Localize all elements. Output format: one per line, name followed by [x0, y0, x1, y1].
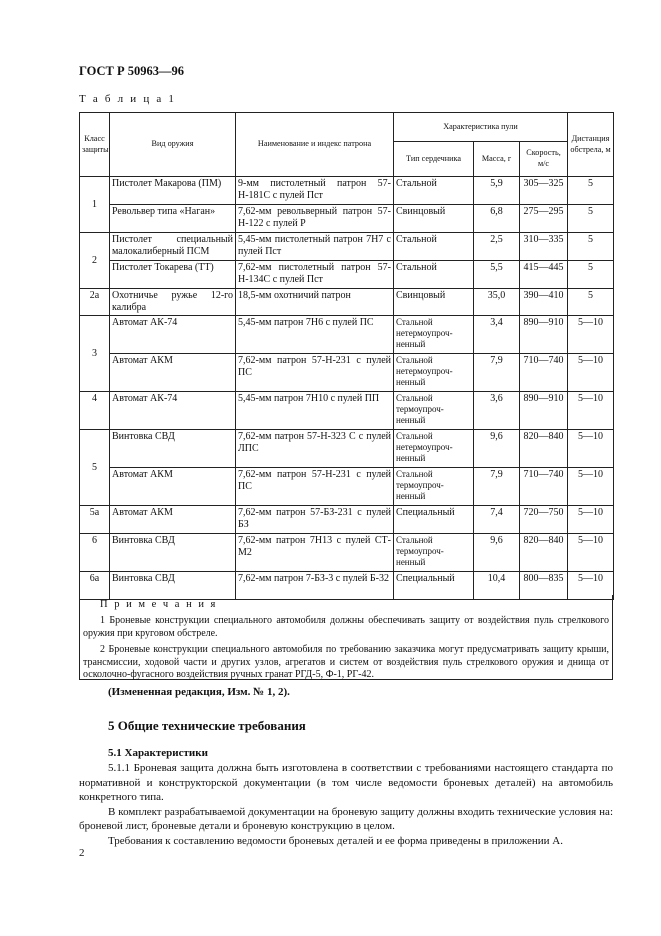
distance-cell: 5	[568, 177, 614, 205]
core-cell: Специальный	[394, 572, 474, 600]
distance-cell: 5—10	[568, 316, 614, 354]
weapon-cell: Автомат АКМ	[110, 468, 236, 506]
speed-cell: 820—840	[520, 430, 568, 468]
cartridge-cell: 7,62-мм револьверный патрон 57-Н-122 с пулей Р	[236, 205, 394, 233]
paragraph: 5.1.1 Броневая защита должна быть изготовлена в соответствии с требованиями настоящего стандарта по нормативной и конструкторской документации (в том числе ведомости броневых деталей) на автомобиль конкретного типа.	[79, 762, 613, 804]
cartridge-cell: 7,62-мм патрон 57-Н-231 с пулей ПС	[236, 354, 394, 392]
mass-cell: 7,9	[474, 354, 520, 392]
distance-cell: 5—10	[568, 534, 614, 572]
weapon-cell: Автомат АКМ	[110, 506, 236, 534]
table-row	[80, 354, 614, 392]
core-cell: Стальной	[394, 177, 474, 205]
core-cell: Специальный	[394, 506, 474, 534]
mass-cell: 6,8	[474, 205, 520, 233]
core-cell: Стальной термоупроч-ненный	[394, 468, 474, 506]
weapon-cell: Револьвер типа «Наган»	[110, 205, 236, 233]
core-cell: Свинцовый	[394, 205, 474, 233]
core-cell: Стальной нетермоупроч-ненный	[394, 430, 474, 468]
weapon-cell: Винтовка СВД	[110, 572, 236, 600]
mass-cell: 7,9	[474, 468, 520, 506]
mass-cell: 7,4	[474, 506, 520, 534]
distance-cell: 5—10	[568, 468, 614, 506]
speed-cell: 710—740	[520, 468, 568, 506]
cartridge-cell: 7,62-мм патрон 57-Н-231 с пулей ПС	[236, 468, 394, 506]
table-row	[80, 430, 614, 468]
table-row	[80, 233, 614, 261]
table-row	[80, 289, 614, 316]
distance-cell: 5—10	[568, 392, 614, 430]
weapon-cell: Охотничье ружье 12-го калибра	[110, 289, 236, 316]
header-bullet-characteristics: Характеристика пули	[394, 113, 568, 142]
paragraph: Требования к составлению ведомости броневых деталей и ее форма приведены в приложении А.	[108, 834, 563, 847]
edition-note: (Измененная редакция, Изм. № 1, 2).	[108, 686, 290, 698]
weapon-cell: Пистолет специальный малокалиберный ПСМ	[110, 233, 236, 261]
class-cell: 5	[80, 430, 110, 506]
cartridge-cell: 5,45-мм патрон 7Н10 с пулей ПП	[236, 392, 394, 430]
table-row	[80, 534, 614, 572]
class-cell: 2а	[80, 289, 110, 316]
note-1: 1 Броневые конструкции специального автомобиля должны обеспечивать защиту от воздействия пуль стрелкового оружия при круговом обстреле.	[83, 615, 609, 639]
core-cell: Стальной нетермоупроч-ненный	[394, 316, 474, 354]
speed-cell: 800—835	[520, 572, 568, 600]
section-title: 5 Общие технические требования	[108, 718, 306, 733]
table-row	[80, 261, 614, 289]
distance-cell: 5	[568, 233, 614, 261]
core-cell: Стальной термоупроч-ненный	[394, 392, 474, 430]
mass-cell: 5,9	[474, 177, 520, 205]
table-row	[80, 506, 614, 534]
core-cell: Стальной нетермоупроч-ненный	[394, 354, 474, 392]
paragraph: В комплект разрабатываемой документации на броневую защиту должны входить технические условия на: броневой лист, броневые детали и броневую конструкцию в целом.	[79, 805, 613, 833]
weapon-cell: Автомат АКМ	[110, 354, 236, 392]
speed-cell: 890—910	[520, 316, 568, 354]
weapon-cell: Пистолет Токарева (ТТ)	[110, 261, 236, 289]
body-text	[79, 761, 613, 848]
cartridge-cell: 7,62-мм пистолетный патрон 57-Н-134С с пулей Пст	[236, 261, 394, 289]
speed-cell: 820—840	[520, 534, 568, 572]
mass-cell: 5,5	[474, 261, 520, 289]
header-core-type: Тип сердечника	[394, 142, 474, 177]
class-cell: 5а	[80, 506, 110, 534]
speed-cell: 415—445	[520, 261, 568, 289]
speed-cell: 710—740	[520, 354, 568, 392]
distance-cell: 5—10	[568, 430, 614, 468]
mass-cell: 2,5	[474, 233, 520, 261]
bulletproof-class-table	[79, 112, 614, 600]
document-header: ГОСТ Р 50963—96	[79, 64, 185, 78]
subsection-title: 5.1 Характеристики	[108, 747, 208, 759]
mass-cell: 9,6	[474, 534, 520, 572]
header-distance: Дистанция обстрела, м	[568, 113, 614, 177]
notes-title: П р и м е ч а н и я	[100, 599, 218, 610]
table-row	[80, 468, 614, 506]
cartridge-cell: 9-мм пистолетный патрон 57-Н-181С с пулей Пст	[236, 177, 394, 205]
mass-cell: 3,4	[474, 316, 520, 354]
cartridge-cell: 7,62-мм патрон 57-Н-323 С с пулей ЛПС	[236, 430, 394, 468]
cartridge-cell: 7,62-мм патрон 57-БЗ-231 с пулей БЗ	[236, 506, 394, 534]
weapon-cell: Автомат АК-74	[110, 316, 236, 354]
mass-cell: 35,0	[474, 289, 520, 316]
distance-cell: 5	[568, 205, 614, 233]
table-row	[80, 392, 614, 430]
note-2: 2 Броневые конструкции специального автомобиля по требованию заказчика могут предусматривать защиту крыши, трансмиссии, ходовой части и других узлов, агрегатов и систем от воздействия пуль стрелкового оружия и днища от осколочно-фугасного воздействия ручных гранат РГД-5, Ф-1, РГ-42.	[83, 644, 609, 681]
page-number: 2	[79, 847, 85, 859]
weapon-cell: Винтовка СВД	[110, 430, 236, 468]
distance-cell: 5—10	[568, 506, 614, 534]
core-cell: Стальной термоупроч-ненный	[394, 534, 474, 572]
header-mass: Масса, г	[474, 142, 520, 177]
core-cell: Стальной	[394, 261, 474, 289]
distance-cell: 5—10	[568, 572, 614, 600]
distance-cell: 5	[568, 261, 614, 289]
mass-cell: 10,4	[474, 572, 520, 600]
cartridge-cell: 5,45-мм пистолетный патрон 7Н7 с пулей Пст	[236, 233, 394, 261]
speed-cell: 305—325	[520, 177, 568, 205]
speed-cell: 390—410	[520, 289, 568, 316]
distance-cell: 5—10	[568, 354, 614, 392]
table-row	[80, 316, 614, 354]
class-cell: 2	[80, 233, 110, 289]
header-class: Класс защиты	[80, 113, 110, 177]
class-cell: 6	[80, 534, 110, 572]
class-cell: 4	[80, 392, 110, 430]
mass-cell: 3,6	[474, 392, 520, 430]
class-cell: 6а	[80, 572, 110, 600]
cartridge-cell: 18,5-мм охотничий патрон	[236, 289, 394, 316]
cartridge-cell: 5,45-мм патрон 7Н6 с пулей ПС	[236, 316, 394, 354]
core-cell: Свинцовый	[394, 289, 474, 316]
speed-cell: 310—335	[520, 233, 568, 261]
cartridge-cell: 7,62-мм патрон 7-БЗ-3 с пулей Б-32	[236, 572, 394, 600]
distance-cell: 5	[568, 289, 614, 316]
speed-cell: 720—750	[520, 506, 568, 534]
header-cartridge: Наименование и индекс патрона	[236, 113, 394, 177]
header-weapon: Вид оружия	[110, 113, 236, 177]
class-cell: 3	[80, 316, 110, 392]
weapon-cell: Автомат АК-74	[110, 392, 236, 430]
mass-cell: 9,6	[474, 430, 520, 468]
table-notes	[79, 595, 613, 680]
table-row	[80, 177, 614, 205]
speed-cell: 275—295	[520, 205, 568, 233]
table-row	[80, 205, 614, 233]
table-label: Т а б л и ц а 1	[79, 93, 177, 105]
core-cell: Стальной	[394, 233, 474, 261]
speed-cell: 890—910	[520, 392, 568, 430]
cartridge-cell: 7,62-мм патрон 7Н13 с пулей СТ-М2	[236, 534, 394, 572]
weapon-cell: Винтовка СВД	[110, 534, 236, 572]
weapon-cell: Пистолет Макарова (ПМ)	[110, 177, 236, 205]
header-speed: Скорость, м/с	[520, 142, 568, 177]
class-cell: 1	[80, 177, 110, 233]
